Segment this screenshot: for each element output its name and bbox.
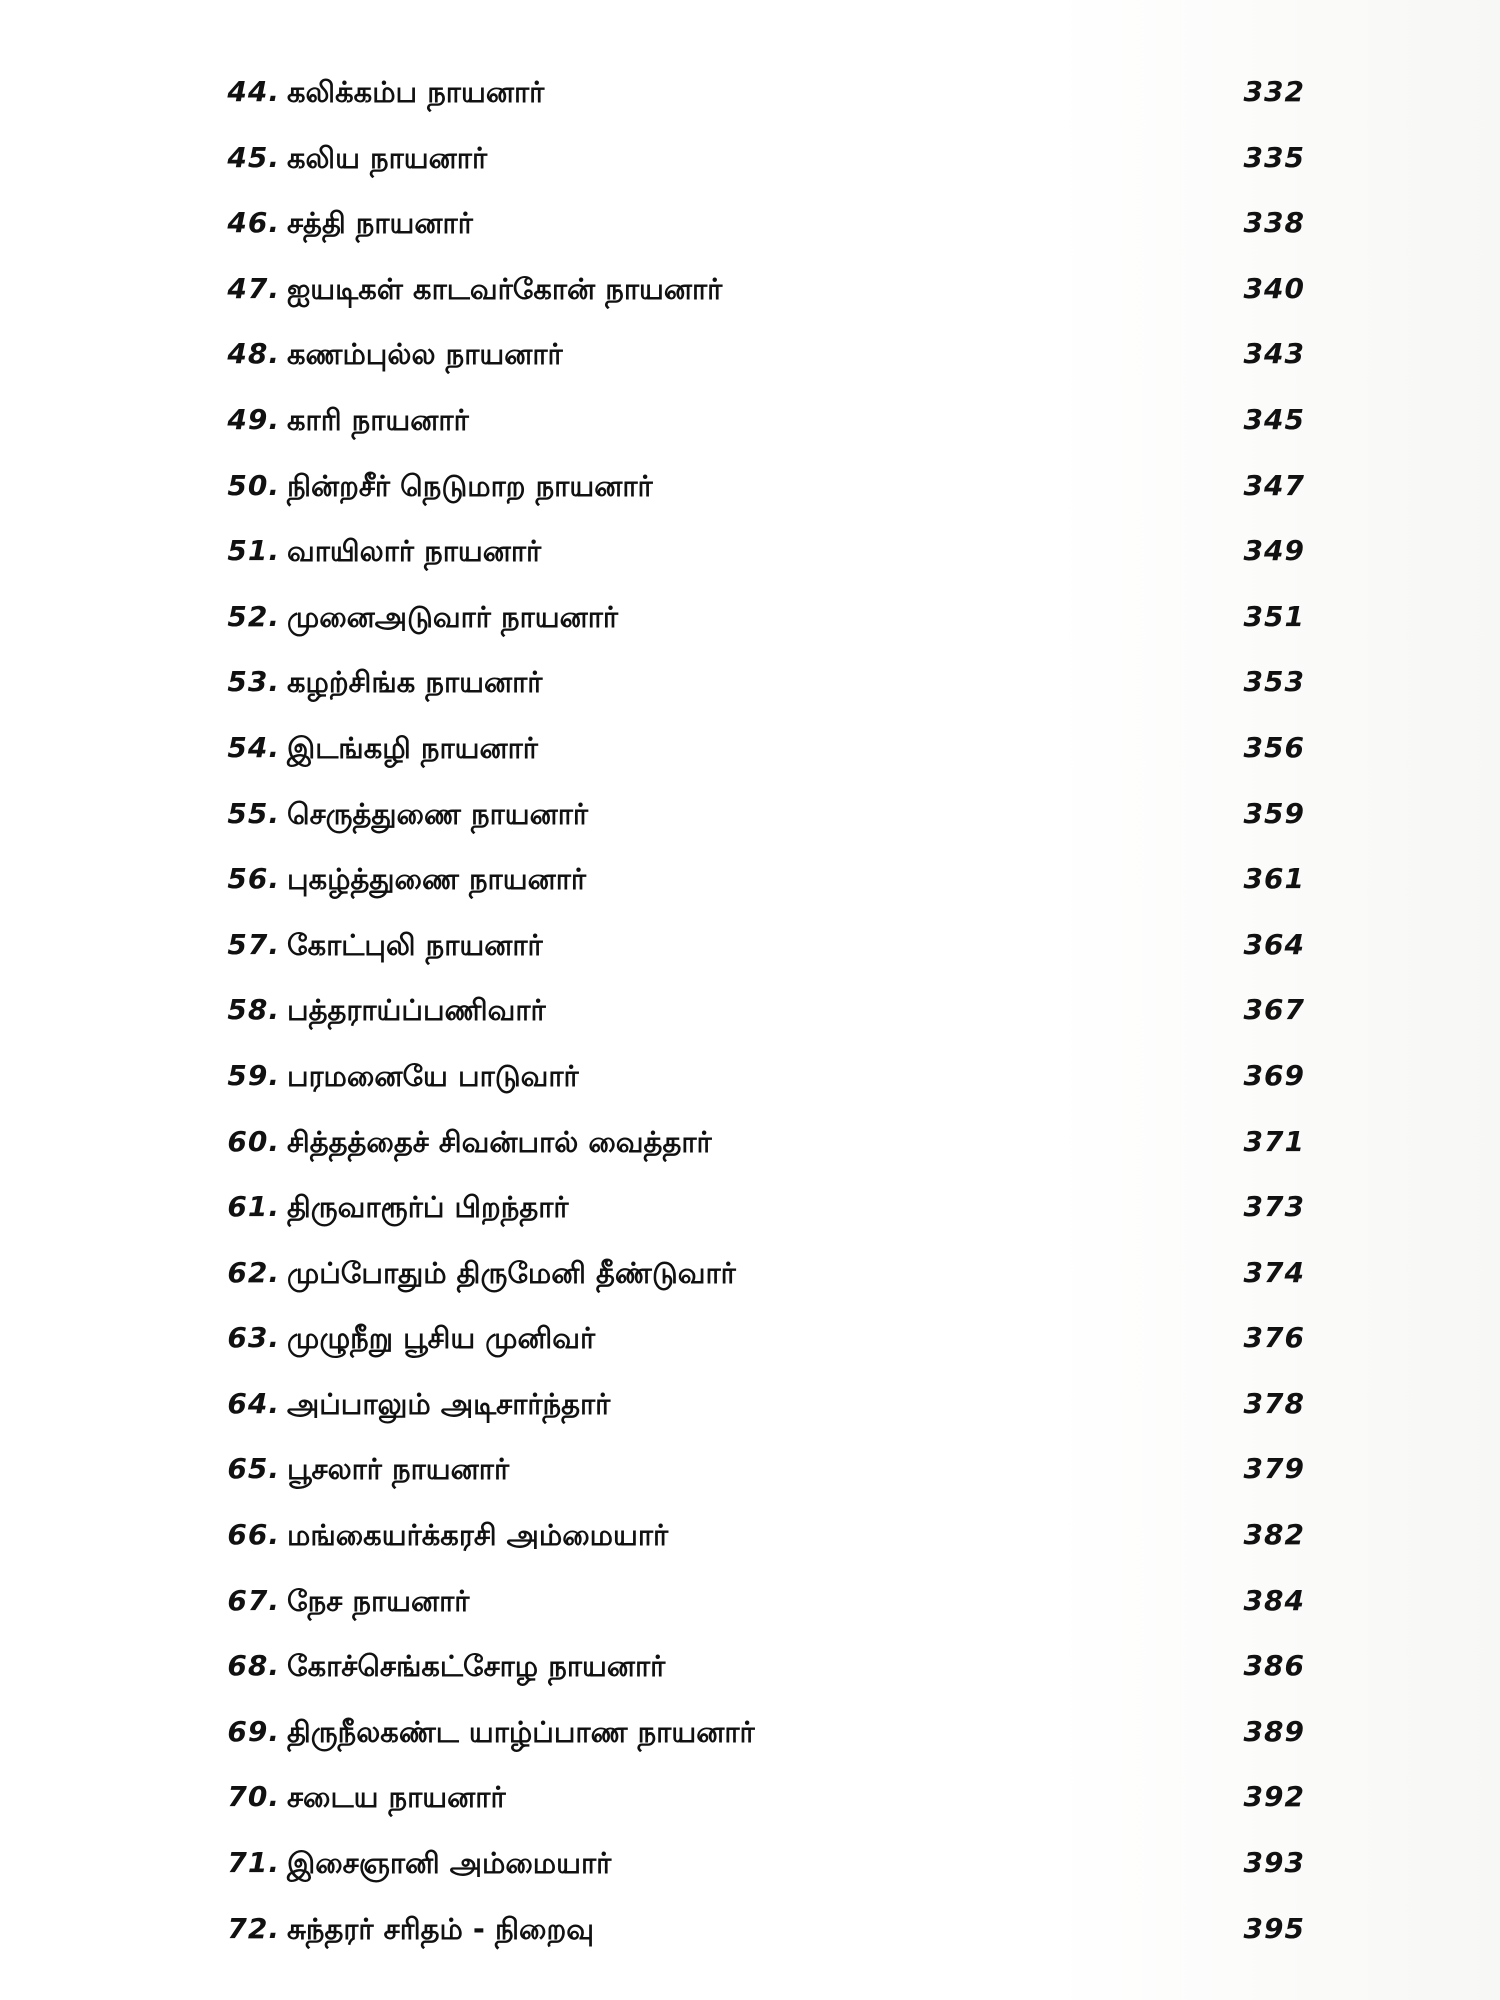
entry-number: 44.	[227, 75, 280, 108]
toc-entry	[205, 859, 1305, 925]
entry-title: மங்கையர்க்கரசி அம்மையார்	[287, 1518, 669, 1553]
entry-number: 61.	[227, 1190, 280, 1224]
entry-number: 47.	[227, 271, 280, 305]
toc-entry	[205, 1253, 1305, 1319]
entry-title: சத்தி நாயனார்	[287, 206, 473, 241]
entry-page-number: 364	[1243, 927, 1305, 961]
entry-page-number: 374	[1243, 1255, 1305, 1289]
entry-title: புகழ்த்துணை நாயனார்	[287, 862, 586, 897]
entry-title: பரமனையே பாடுவார்	[287, 1058, 579, 1093]
entry-page-number: 335	[1243, 140, 1305, 174]
toc-entry	[205, 1843, 1305, 1909]
toc-entry	[205, 269, 1305, 335]
entry-number: 52.	[227, 599, 280, 633]
entry-title: திருநீலகண்ட யாழ்ப்பாண நாயனார்	[287, 1714, 755, 1749]
entry-number: 59.	[227, 1058, 280, 1092]
entry-number: 54.	[227, 730, 280, 764]
toc-entry	[205, 1187, 1305, 1253]
toc-entry	[205, 1515, 1305, 1581]
entry-title: முனைஅடுவார் நாயனார்	[287, 599, 619, 634]
entry-page-number: 371	[1243, 1124, 1305, 1158]
entry-title: செருத்துணை நாயனார்	[287, 796, 589, 831]
entry-title: கலிக்கம்ப நாயனார்	[287, 75, 545, 109]
entry-title: சடைய நாயனார்	[287, 1780, 506, 1815]
entry-title: பத்தராய்ப்பணிவார்	[287, 993, 546, 1028]
entry-page-number: 359	[1243, 796, 1305, 830]
entry-number: 49.	[227, 402, 280, 436]
entry-title: இசைஞானி அம்மையார்	[287, 1846, 612, 1881]
toc-entry	[205, 1581, 1305, 1647]
entry-number: 57.	[227, 927, 280, 961]
toc-entry	[205, 1384, 1305, 1450]
entry-title: கழற்சிங்க நாயனார்	[287, 665, 543, 700]
entry-page-number: 361	[1243, 862, 1305, 896]
entry-page-number: 351	[1243, 599, 1305, 633]
entry-number: 68.	[227, 1649, 280, 1683]
toc-entry	[205, 531, 1305, 597]
entry-title: அப்பாலும் அடிசார்ந்தார்	[287, 1386, 611, 1421]
entry-number: 53.	[227, 665, 280, 699]
entry-number: 66.	[227, 1518, 280, 1552]
entry-page-number: 338	[1243, 206, 1305, 240]
entry-page-number: 376	[1243, 1321, 1305, 1355]
entry-title: இடங்கழி நாயனார்	[287, 730, 538, 765]
entry-page-number: 356	[1243, 730, 1305, 764]
entry-number: 65.	[227, 1452, 280, 1486]
toc-entry	[205, 400, 1305, 466]
entry-page-number: 343	[1243, 337, 1305, 371]
entry-number: 60.	[227, 1124, 280, 1158]
toc-entry	[205, 1318, 1305, 1384]
entry-number: 56.	[227, 862, 280, 896]
entry-number: 71.	[227, 1846, 280, 1880]
entry-page-number: 392	[1243, 1780, 1305, 1814]
entry-page-number: 373	[1243, 1190, 1305, 1224]
entry-title: கலிய நாயனார்	[287, 140, 488, 175]
entry-title: கணம்புல்ல நாயனார்	[287, 337, 563, 372]
entry-page-number: 369	[1243, 1058, 1305, 1092]
entry-number: 72.	[227, 1911, 280, 1945]
toc-entry	[205, 72, 1305, 138]
entry-page-number: 345	[1243, 402, 1305, 436]
entry-number: 64.	[227, 1386, 280, 1420]
toc-entry	[205, 1712, 1305, 1778]
entry-page-number: 367	[1243, 993, 1305, 1027]
entry-number: 50.	[227, 468, 280, 502]
entry-page-number: 395	[1243, 1911, 1305, 1945]
entry-page-number: 378	[1243, 1386, 1305, 1420]
entry-page-number: 332	[1243, 75, 1305, 108]
toc-entry	[205, 466, 1305, 532]
toc-entry	[205, 990, 1305, 1056]
entry-number: 45.	[227, 140, 280, 174]
toc-entry	[205, 1122, 1305, 1188]
entry-page-number: 349	[1243, 534, 1305, 568]
entry-page-number: 386	[1243, 1649, 1305, 1683]
toc-entry	[205, 1909, 1305, 1975]
entry-number: 48.	[227, 337, 280, 371]
toc-entry	[205, 1056, 1305, 1122]
entry-page-number: 393	[1243, 1846, 1305, 1880]
toc-entry	[205, 794, 1305, 860]
toc-entry	[205, 597, 1305, 663]
toc-entry	[205, 728, 1305, 794]
entry-number: 51.	[227, 534, 280, 568]
entry-title: சித்தத்தைச் சிவன்பால் வைத்தார்	[287, 1124, 712, 1159]
entry-title: கோச்செங்கட்சோழ நாயனார்	[287, 1649, 666, 1684]
entry-number: 55.	[227, 796, 280, 830]
entry-number: 69.	[227, 1714, 280, 1748]
entry-title: காரி நாயனார்	[287, 402, 469, 437]
entry-page-number: 384	[1243, 1583, 1305, 1617]
entry-page-number: 379	[1243, 1452, 1305, 1486]
entry-number: 63.	[227, 1321, 280, 1355]
toc-entry	[205, 138, 1305, 204]
table-of-contents	[205, 72, 1305, 1974]
toc-entry	[205, 1777, 1305, 1843]
entry-title: முழுநீறு பூசிய முனிவர்	[287, 1321, 596, 1356]
entry-title: ஐயடிகள் காடவர்கோன் நாயனார்	[287, 271, 723, 306]
toc-entry	[205, 334, 1305, 400]
entry-title: முப்போதும் திருமேனி தீண்டுவார்	[287, 1255, 736, 1290]
entry-number: 46.	[227, 206, 280, 240]
toc-entry	[205, 1646, 1305, 1712]
entry-number: 58.	[227, 993, 280, 1027]
entry-page-number: 389	[1243, 1714, 1305, 1748]
entry-title: கோட்புலி நாயனார்	[287, 927, 543, 962]
entry-page-number: 353	[1243, 665, 1305, 699]
toc-entry	[205, 203, 1305, 269]
toc-entry	[205, 662, 1305, 728]
entry-title: நின்றசீர் நெடுமாற நாயனார்	[287, 468, 653, 503]
entry-page-number: 340	[1243, 271, 1305, 305]
entry-title: வாயிலார் நாயனார்	[287, 534, 542, 569]
entry-number: 67.	[227, 1583, 280, 1617]
entry-title: நேச நாயனார்	[287, 1583, 470, 1618]
entry-title: பூசலார் நாயனார்	[287, 1452, 510, 1487]
entry-number: 62.	[227, 1255, 280, 1289]
entry-title: சுந்தரர் சரிதம் - நிறைவு	[287, 1911, 594, 1946]
entry-number: 70.	[227, 1780, 280, 1814]
toc-entry	[205, 1449, 1305, 1515]
entry-page-number: 382	[1243, 1518, 1305, 1552]
toc-entry	[205, 925, 1305, 991]
entry-page-number: 347	[1243, 468, 1305, 502]
entry-title: திருவாரூர்ப் பிறந்தார்	[287, 1190, 569, 1225]
